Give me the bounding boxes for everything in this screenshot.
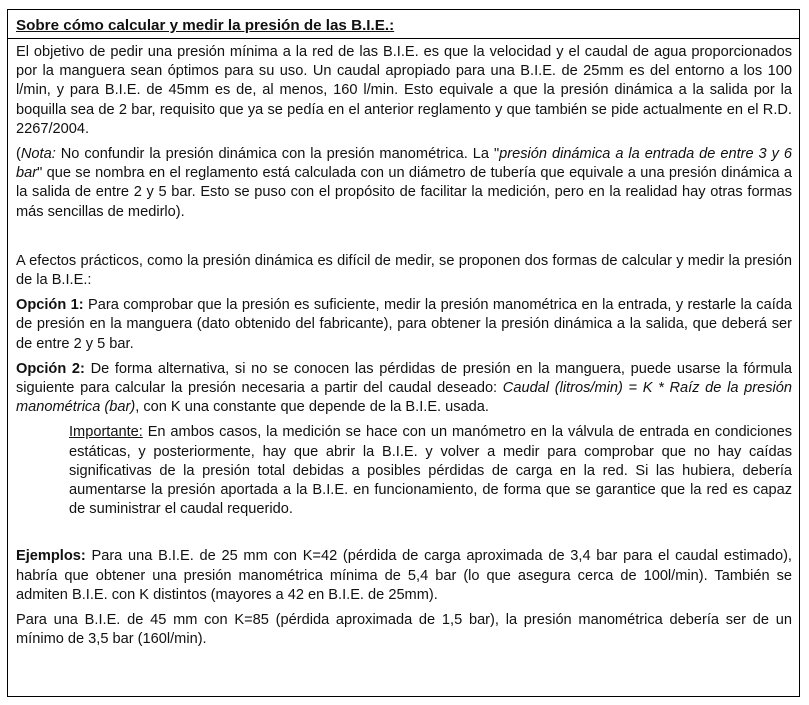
examples-text: Para una B.I.E. de 25 mm con K=42 (pérdida de carga aproximada de 3,4 bar para el caudal estimado), habría que obtener una presión manométrica mínima de 5,4 bar (lo que asegura cerca de 100l/min). También se admiten B.I.E. con K distintos (mayores a 42 en B.I.E. de 25mm). bbox=[16, 548, 792, 603]
note-text-1: No confundir la presión dinámica con la presión manométrica. La " bbox=[55, 146, 500, 163]
title-row bbox=[8, 10, 799, 39]
option-1-label: Opción 1: bbox=[16, 297, 84, 314]
important-paragraph bbox=[69, 423, 792, 519]
note-open-paren: ( bbox=[16, 146, 21, 163]
last-example-paragraph: Para una B.I.E. de 45 mm con K=85 (pérdida aproximada de 1,5 bar), la presión manométrica debería ser de un mínimo de 3,5 bar (160l/min). bbox=[16, 612, 792, 648]
examples-paragraph bbox=[16, 547, 792, 605]
note-label: Nota: bbox=[20, 146, 56, 163]
important-text: En ambos casos, la medición se hace con un manómetro en la válvula de entrada en condiciones estáticas, y posteriormente, hay que abrir la B.I.E. y volver a medir para comprobar que no hay caídas significativas de la presión total debidas a posibles pérdidas de carga en la red. Si las hubiera, debería aumentarse la presión aportada a la B.I.E. en funcionamiento, de forma que se garantice que la red es capaz de suministrar el caudal requerido. bbox=[69, 424, 792, 518]
option-2-formula: Caudal (litros/min) = K * Raíz de la presión manométrica (bar) bbox=[16, 380, 792, 416]
note-quote: presión dinámica a la entrada de entre 3 y 6 bar bbox=[16, 146, 792, 182]
option-2-text-2: , con K una constante que depende de la B.I.E. usada. bbox=[135, 399, 489, 416]
important-label: Importante: bbox=[69, 424, 143, 441]
option-2-label: Opción 2: bbox=[16, 360, 85, 377]
note-text-2: " que se nombra en el reglamento está calculada con un diámetro de tubería que equivale a una presión dinámica a la salida de entre 2 y 5 bar. Esto se puso con el propósito de facilitar la medición, pero en la realidad hay otras formas más sencillas de medirlo). bbox=[16, 165, 792, 220]
option-1-text: Para comprobar que la presión es suficiente, medir la presión manométrica en la entrada, y restarle la caída de presión en la manguera (dato obtenido del fabricante), para obtener la presión dinámica a la salida, que deberá ser de entre 2 y 5 bar. bbox=[16, 297, 792, 352]
document-title: Sobre cómo calcular y medir la presión de las B.I.E.: bbox=[16, 17, 395, 34]
document-body bbox=[16, 43, 792, 655]
note-paragraph bbox=[16, 145, 792, 222]
option-1-paragraph bbox=[16, 296, 792, 354]
examples-label: Ejemplos: bbox=[16, 548, 86, 565]
document-box bbox=[7, 9, 800, 697]
option-2-paragraph bbox=[16, 360, 792, 418]
option-2-text-1: De forma alternativa, si no se conocen las pérdidas de presión en la manguera, puede usarse la fórmula siguiente para calcular la presión necesaria a partir del caudal deseado: bbox=[16, 360, 792, 397]
intro-paragraph: El objetivo de pedir una presión mínima a la red de las B.I.E. es que la velocidad y el caudal de agua proporcionados por la manguera sean óptimos para su uso. Un caudal apropiado para una B.I.E. de 25mm es del entorno a los 100 l/min, y para B.I.E. de 45mm es de, al menos, 160 l/min. Esto equivale a que la presión dinámica a la salida por la boquilla sea de 2 bar, requisito que ya se pedía en el anterior reglamento y que también se pide actualmente en el R.D. 2267/2004. bbox=[16, 44, 792, 137]
practical-paragraph: A efectos prácticos, como la presión dinámica es difícil de medir, se proponen dos formas de calcular y medir la presión de la B.I.E.: bbox=[16, 252, 792, 289]
